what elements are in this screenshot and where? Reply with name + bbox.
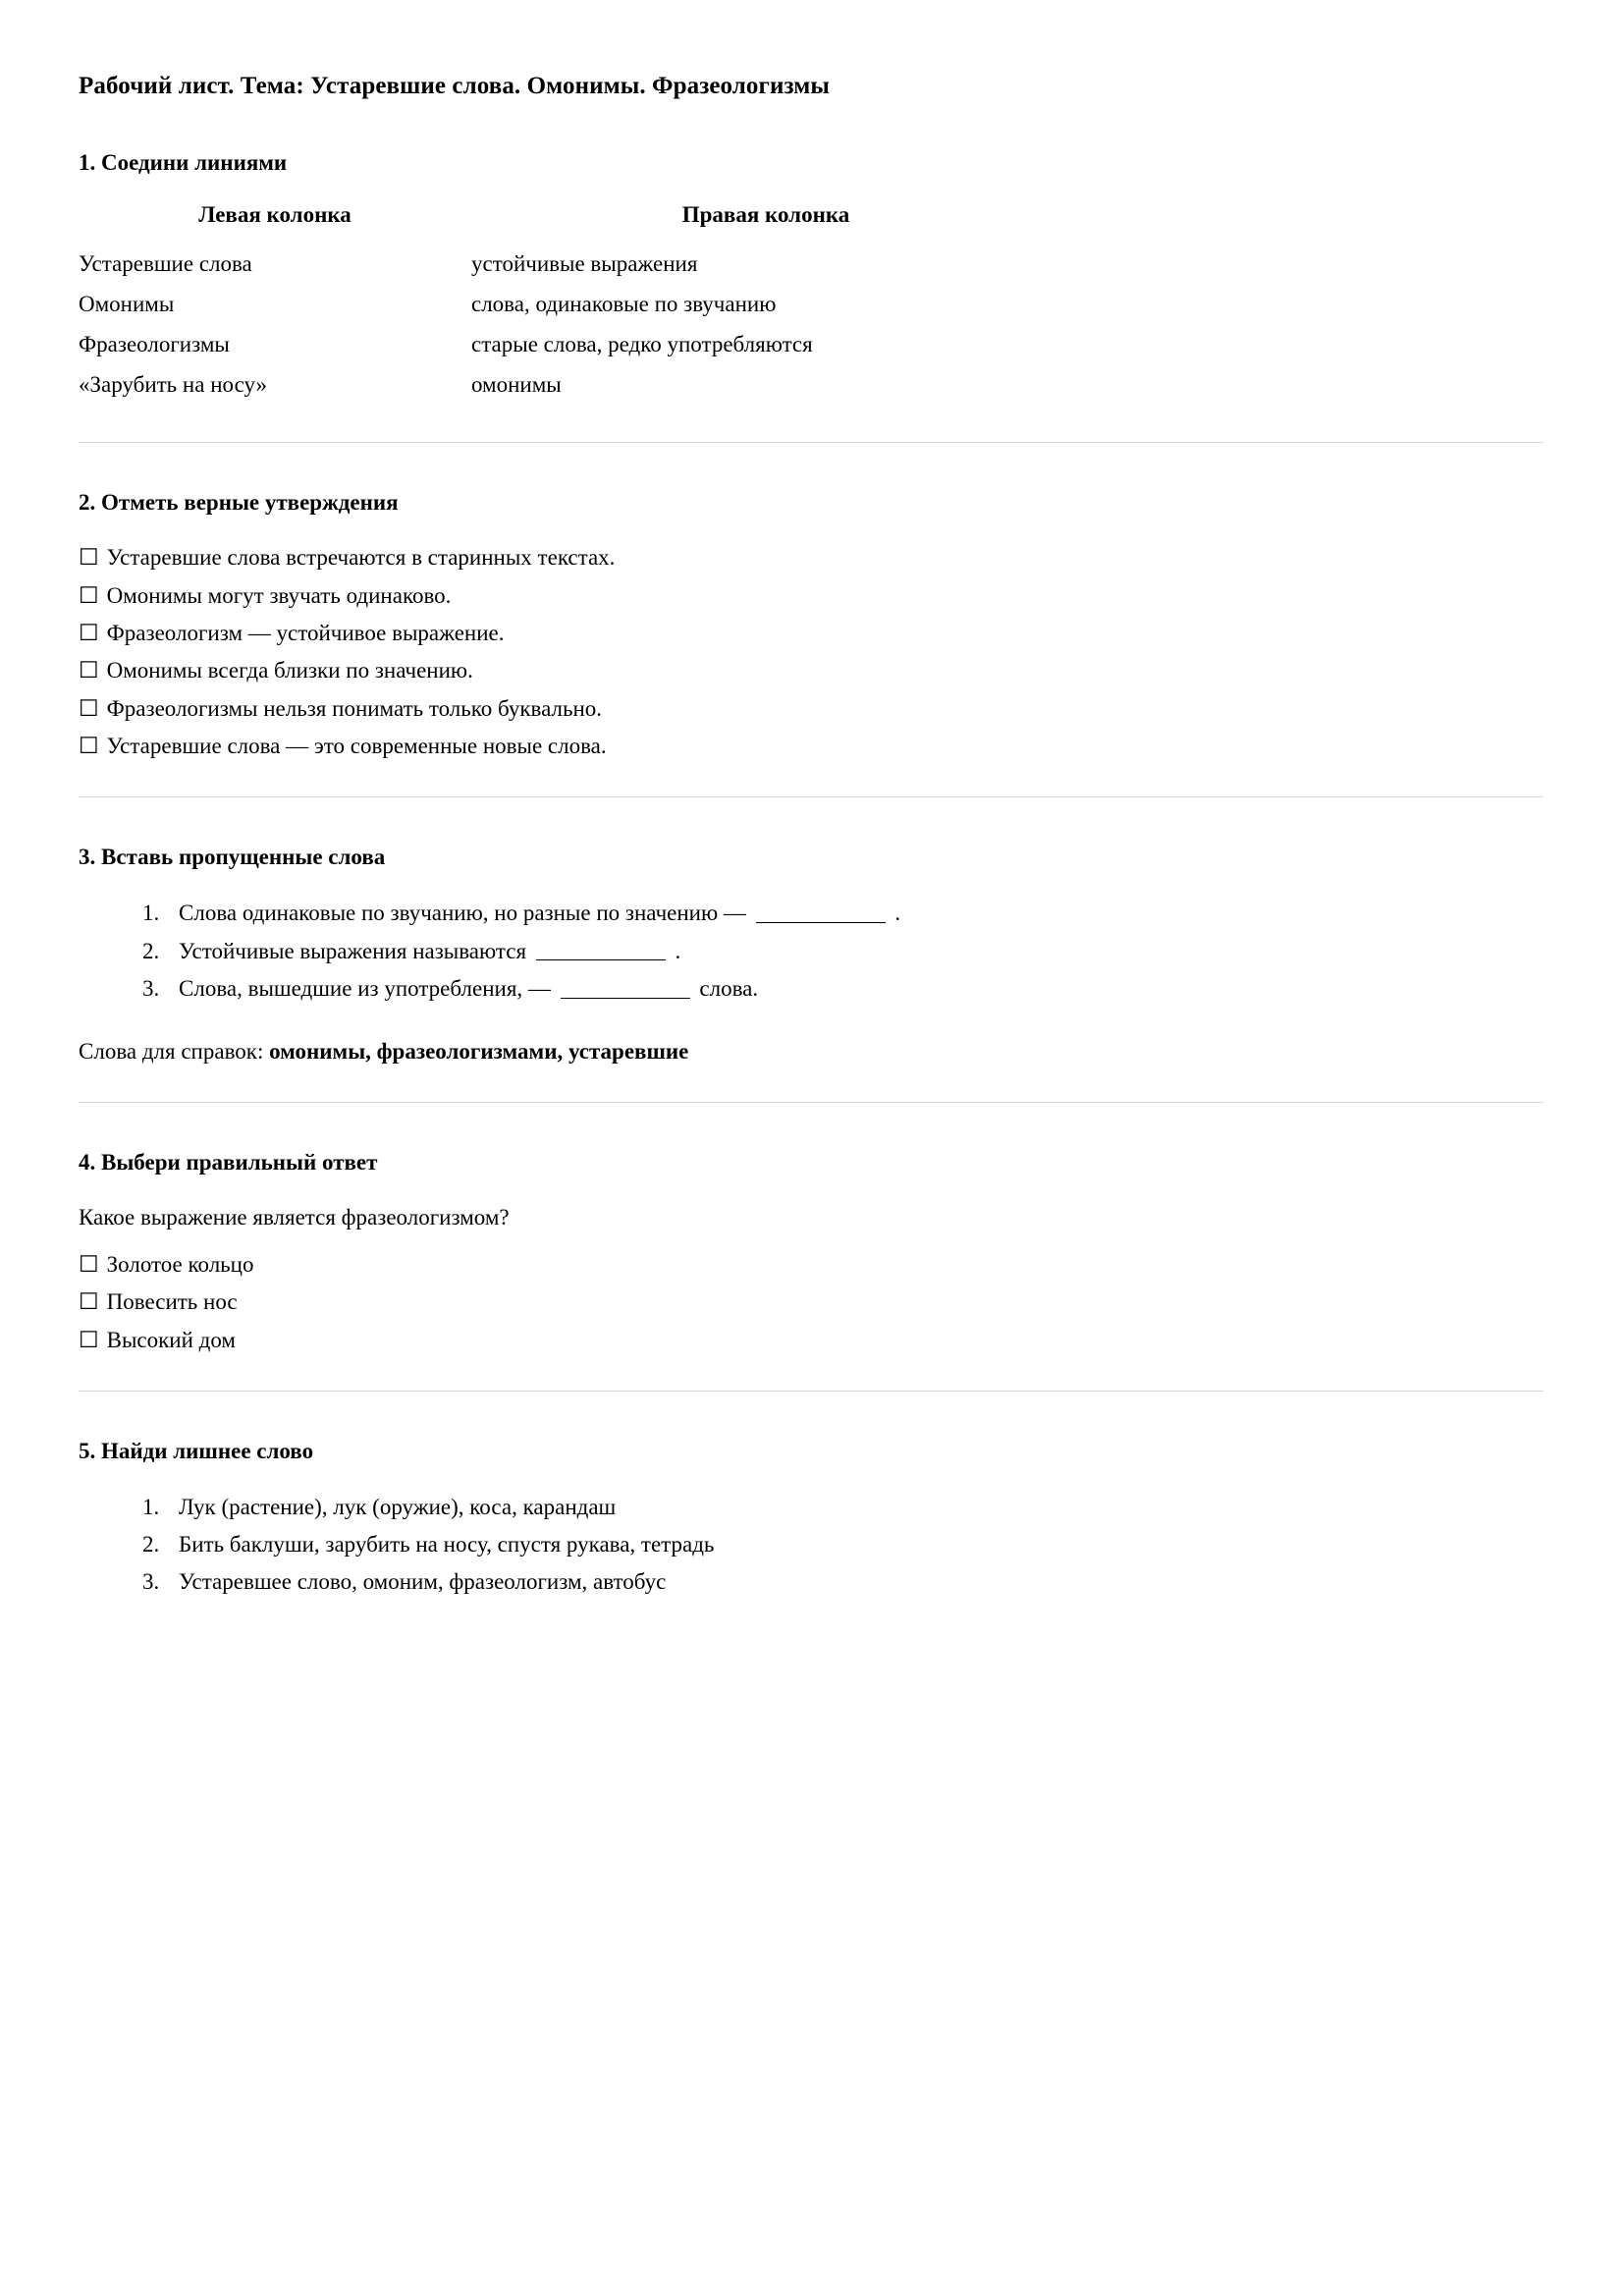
section-divider [79, 442, 1543, 443]
statement-checkbox-list [79, 543, 1544, 761]
statement-label: Фразеологизмы нельзя понимать только буквально. [106, 695, 603, 721]
odd-word-list [79, 1492, 1544, 1598]
statement-label: Устаревшие слова — это современные новые слова. [106, 734, 607, 759]
blank-prefix-text: Слова, вышедшие из употребления, — [179, 975, 557, 1001]
table-row[interactable] [79, 366, 1060, 407]
matching-table [79, 202, 1060, 407]
match-left-item[interactable]: Омонимы [79, 292, 175, 317]
match-left-item[interactable]: «Зарубить на носу» [79, 372, 268, 398]
checkbox-icon[interactable]: ☐ [79, 695, 99, 721]
list-item[interactable] [79, 1250, 1544, 1280]
reference-words-line [79, 1037, 1544, 1066]
list-item [165, 936, 1544, 966]
match-left-item[interactable]: Фразеологизмы [79, 332, 230, 357]
blank-prefix-text: Слова одинаковые по звучанию, но разные по значению — [179, 901, 752, 926]
list-item[interactable]: 3. Устаревшее слово, омоним, фразеологизм, автобус [165, 1566, 1544, 1597]
list-item[interactable] [79, 581, 1544, 611]
list-item [165, 898, 1544, 928]
answer-option-list [79, 1250, 1544, 1355]
list-item[interactable] [79, 619, 1544, 648]
list-item[interactable] [79, 543, 1544, 573]
blank-input[interactable] [756, 900, 886, 923]
match-right-item[interactable]: слова, одинаковые по звучанию [471, 292, 777, 317]
match-right-item[interactable]: омонимы [471, 372, 562, 398]
match-left-item[interactable]: Устаревшие слова [79, 251, 252, 277]
column-header-left: Левая колонка [198, 202, 352, 228]
checkbox-icon[interactable]: ☐ [79, 545, 99, 571]
list-item[interactable] [79, 732, 1544, 761]
reference-words: омонимы, фразеологизмами, устаревшие [269, 1039, 689, 1065]
table-row[interactable] [79, 246, 1060, 286]
option-label: Высокий дом [106, 1327, 236, 1352]
blank-suffix-text: . [889, 901, 901, 926]
list-item[interactable] [79, 694, 1544, 724]
list-item[interactable] [79, 656, 1544, 685]
section-3-heading: 3. Вставь пропущенные слова [79, 845, 386, 870]
section-multiple-choice [79, 1148, 1544, 1355]
match-right-item[interactable]: старые слова, редко употребляются [471, 332, 813, 357]
statement-label: Омонимы всегда близки по значению. [106, 658, 473, 683]
fill-blank-list [79, 898, 1544, 1004]
option-label: Повесить нос [106, 1289, 238, 1315]
option-label: Золотое кольцо [106, 1251, 254, 1277]
reference-label: Слова для справок: [79, 1039, 270, 1065]
list-item[interactable]: 1. Лук (растение), лук (оружие), коса, карандаш [165, 1492, 1544, 1522]
blank-input[interactable] [561, 975, 690, 999]
statement-label: Фразеологизм — устойчивое выражение. [106, 621, 505, 645]
section-true-statements [79, 488, 1544, 761]
match-right-item[interactable]: устойчивые выражения [471, 251, 698, 277]
column-header-right: Правая колонка [681, 202, 850, 228]
table-row[interactable] [79, 286, 1060, 326]
table-header-row [79, 202, 1060, 246]
statement-label: Устаревшие слова встречаются в старинных текстах. [106, 545, 616, 571]
section-5-heading: 5. Найди лишнее слово [79, 1438, 314, 1463]
checkbox-icon[interactable]: ☐ [79, 1251, 99, 1277]
table-row[interactable] [79, 326, 1060, 366]
checkbox-icon[interactable]: ☐ [79, 582, 99, 608]
page-title: Рабочий лист. Тема: Устаревшие слова. Омонимы. Фразеологизмы [79, 73, 831, 99]
list-item[interactable] [79, 1287, 1544, 1317]
blank-suffix-text: слова. [693, 975, 759, 1001]
blank-prefix-text: Устойчивые выражения называются [179, 938, 532, 963]
section-odd-one-out [79, 1437, 1544, 1598]
question-text: Какое выражение является фразеологизмом? [79, 1204, 510, 1230]
list-item[interactable] [79, 1326, 1544, 1355]
section-divider [79, 1102, 1543, 1103]
checkbox-icon[interactable]: ☐ [79, 1289, 99, 1315]
blank-suffix-text: . [669, 938, 681, 963]
section-divider [79, 796, 1543, 797]
checkbox-icon[interactable]: ☐ [79, 621, 99, 645]
list-item[interactable]: 2. Бить баклуши, зарубить на носу, спустя рукава, тетрадь [165, 1529, 1544, 1559]
list-item [165, 973, 1544, 1004]
statement-label: Омонимы могут звучать одинаково. [106, 582, 452, 608]
blank-input[interactable] [536, 937, 666, 960]
section-4-heading: 4. Выбери правильный ответ [79, 1150, 378, 1175]
checkbox-icon[interactable]: ☐ [79, 734, 99, 759]
section-match-lines [79, 148, 1544, 408]
section-2-heading: 2. Отметь верные утверждения [79, 490, 399, 516]
section-divider [79, 1391, 1543, 1392]
checkbox-icon[interactable]: ☐ [79, 1327, 99, 1352]
section-fill-in-blanks [79, 843, 1544, 1066]
checkbox-icon[interactable]: ☐ [79, 658, 99, 683]
section-1-heading: 1. Соедини линиями [79, 149, 288, 175]
